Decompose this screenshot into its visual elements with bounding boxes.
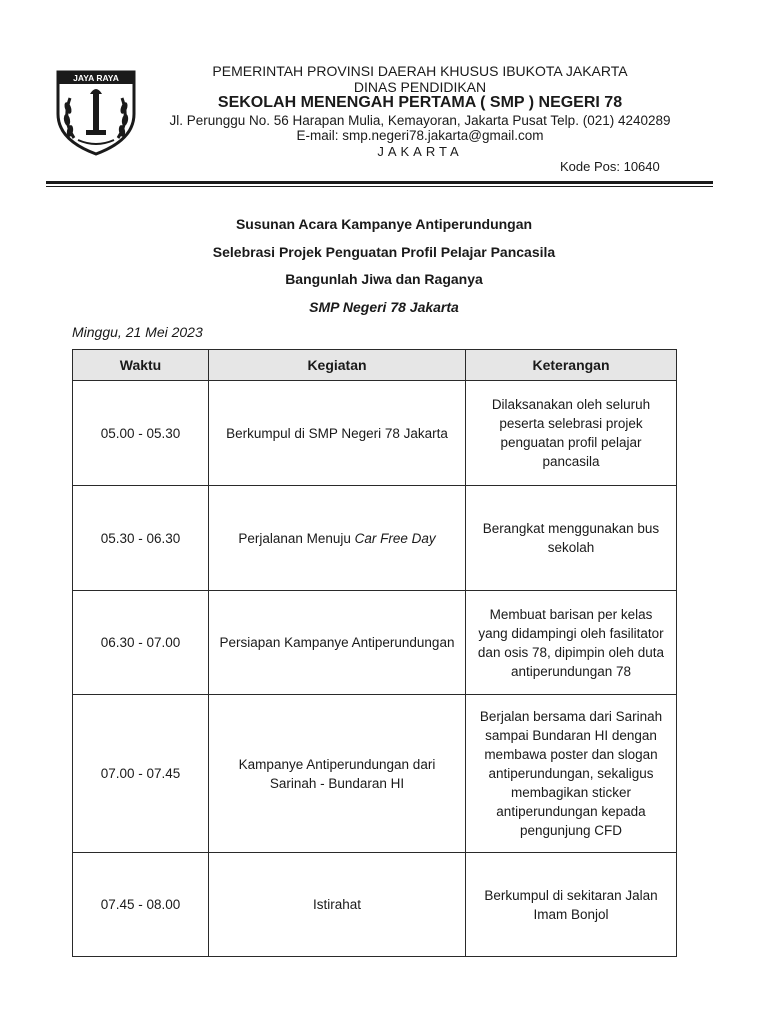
- cell-keterangan: Dilaksanakan oleh seluruh peserta selebrasi projek penguatan profil pelajar pancasila: [466, 381, 677, 486]
- header-waktu: Waktu: [73, 350, 209, 381]
- cell-keterangan: Berjalan bersama dari Sarinah sampai Bundaran HI dengan membawa poster dan slogan antiperundungan, sekaligus membagikan sticker antiperundungan kepada pengunjung CFD: [466, 695, 677, 853]
- cell-waktu: 05.30 - 06.30: [73, 486, 209, 591]
- letterhead-department: DINAS PENDIDIKAN: [353, 79, 487, 95]
- cell-kegiatan: Berkumpul di SMP Negeri 78 Jakarta: [209, 381, 466, 486]
- cell-keterangan: Berkumpul di sekitaran Jalan Imam Bonjol: [466, 853, 677, 957]
- table-row: [73, 853, 677, 957]
- document-school: SMP Negeri 78 Jakarta: [309, 299, 459, 315]
- letterhead-postal-code: Kode Pos: 10640: [560, 159, 660, 174]
- jakarta-emblem-icon: [52, 68, 140, 156]
- cell-kegiatan: Persiapan Kampanye Antiperundungan: [209, 591, 466, 695]
- table-row: [73, 381, 677, 486]
- header-kegiatan: Kegiatan: [209, 350, 466, 381]
- cell-keterangan: Membuat barisan per kelas yang didampingi oleh fasilitator dan osis 78, dipimpin oleh duta antiperundungan 78: [466, 591, 677, 695]
- table-row: [73, 486, 677, 591]
- letterhead-divider-thin: [46, 186, 713, 187]
- schedule-table: [72, 349, 677, 957]
- letterhead-email: E-mail: smp.negeri78.jakarta@gmail.com: [296, 128, 544, 143]
- car-free-day-text: Car Free Day: [354, 530, 436, 546]
- letterhead-government: PEMERINTAH PROVINSI DAERAH KHUSUS IBUKOTA JAKARTA: [212, 63, 628, 79]
- event-date: Minggu, 21 Mei 2023: [72, 324, 203, 340]
- document-title: Susunan Acara Kampanye Antiperundungan: [235, 216, 533, 232]
- letterhead-city: JAKARTA: [377, 144, 463, 159]
- document-theme: Bangunlah Jiwa dan Raganya: [285, 271, 483, 287]
- table-row: [73, 591, 677, 695]
- cell-kegiatan: Kampanye Antiperundungan dari Sarinah - Bundaran HI: [209, 695, 466, 853]
- table-row: [73, 695, 677, 853]
- cell-kegiatan: Istirahat: [209, 853, 466, 957]
- letterhead-school-name: SEKOLAH MENENGAH PERTAMA ( SMP ) NEGERI 78: [217, 94, 623, 111]
- header-keterangan: Keterangan: [466, 350, 677, 381]
- school-logo: [52, 68, 140, 156]
- cell-waktu: 06.30 - 07.00: [73, 591, 209, 695]
- cell-waktu: 07.00 - 07.45: [73, 695, 209, 853]
- document-subtitle: Selebrasi Projek Penguatan Profil Pelajar Pancasila: [212, 244, 556, 260]
- logo-text: JAYA RAYA: [73, 73, 119, 83]
- cell-kegiatan-text: Perjalanan Menuju: [238, 530, 355, 546]
- letterhead-address: Jl. Perunggu No. 56 Harapan Mulia, Kemayoran, Jakarta Pusat Telp. (021) 4240289: [169, 113, 671, 128]
- cell-waktu: 05.00 - 05.30: [73, 381, 209, 486]
- cell-keterangan: Berangkat menggunakan bus sekolah: [466, 486, 677, 591]
- letterhead-divider-thick: [46, 181, 713, 184]
- table-header-row: [73, 350, 677, 381]
- cell-waktu: 07.45 - 08.00: [73, 853, 209, 957]
- cell-kegiatan: [209, 486, 466, 591]
